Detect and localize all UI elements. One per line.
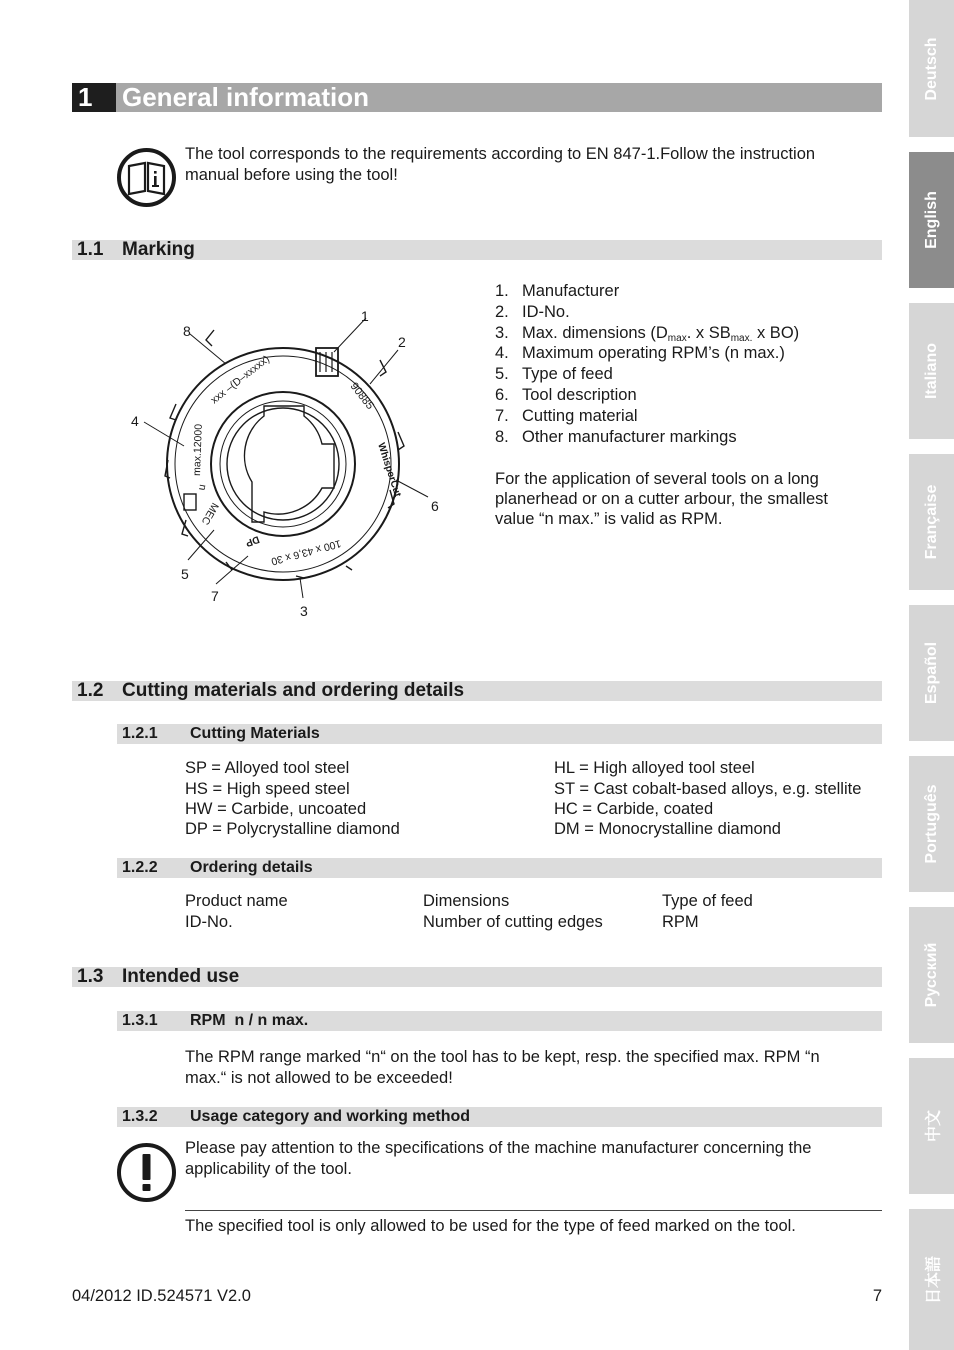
tab-label: Español xyxy=(922,641,940,705)
tab-japanese[interactable] xyxy=(909,1209,954,1350)
usage-text-line-1: Please pay attention to the specifications of the machine manufacturer concerning the xyxy=(185,1139,812,1157)
read-manual-icon xyxy=(116,147,177,208)
material-item: HW = Carbide, uncoated xyxy=(185,800,367,818)
section-number: 1 xyxy=(72,83,116,112)
material-item: HS = High speed steel xyxy=(185,780,350,798)
warning-icon xyxy=(116,1142,177,1203)
callout-8: 8 xyxy=(183,323,191,339)
list-item: 2. ID-No. xyxy=(495,302,570,321)
rpm-text-line-2: max.“ is not allowed to be exceeded! xyxy=(185,1069,453,1087)
ordering-item: RPM xyxy=(662,913,699,931)
tab-label: Русский xyxy=(922,942,940,1008)
tab-italiano[interactable] xyxy=(909,303,954,439)
footer-doc-id: 04/2012 ID.524571 V2.0 xyxy=(72,1287,251,1305)
callout-7: 7 xyxy=(211,588,219,604)
material-item: SP = Alloyed tool steel xyxy=(185,759,350,777)
section-title: Usage category and working method xyxy=(190,1108,471,1125)
ordering-item: ID-No. xyxy=(185,913,233,931)
tool-marking-diagram xyxy=(120,295,460,625)
list-item: 5. Type of feed xyxy=(495,365,613,384)
callout-3: 3 xyxy=(300,603,308,619)
list-item: 4. Maximum operating RPM’s (n max.) xyxy=(495,344,785,363)
section-number: 1.3 xyxy=(77,966,104,987)
usage-text-line-2: applicability of the tool. xyxy=(185,1160,352,1178)
tab-russian[interactable] xyxy=(909,907,954,1043)
section-title: Cutting materials and ordering details xyxy=(122,680,465,701)
divider xyxy=(185,1210,882,1211)
tab-label: Deutsch xyxy=(922,36,940,101)
ordering-item: Number of cutting edges xyxy=(423,913,603,931)
marking-note-line: For the application of several tools on a long xyxy=(495,470,819,488)
marking-text-5: MEC xyxy=(198,500,221,527)
ordering-item: Type of feed xyxy=(662,892,753,910)
tab-label: 中文 xyxy=(925,1109,942,1143)
section-title: Intended use xyxy=(122,966,240,987)
marking-text-2: 90885 xyxy=(347,380,376,412)
tab-espanol[interactable] xyxy=(909,605,954,741)
tab-label: Italiano xyxy=(922,342,940,400)
material-item: HL = High alloyed tool steel xyxy=(554,759,755,777)
tab-francaise[interactable] xyxy=(909,454,954,590)
callout-6: 6 xyxy=(431,498,439,514)
section-number: 1.2 xyxy=(77,680,104,701)
list-item: 8. Other manufacturer markings xyxy=(495,427,737,446)
tab-label: English xyxy=(922,191,940,249)
ordering-item: Dimensions xyxy=(423,892,510,910)
tab-label: Português xyxy=(922,784,940,864)
ordering-item: Product name xyxy=(185,892,288,910)
tab-deutsch[interactable] xyxy=(909,0,954,137)
callout-1: 1 xyxy=(361,308,369,324)
section-number: 1.2.2 xyxy=(122,859,158,876)
tab-chinese[interactable] xyxy=(909,1058,954,1194)
section-title: Ordering details xyxy=(190,859,313,876)
intro-line-1: The tool corresponds to the requirements according to EN 847-1.Follow the instruction xyxy=(185,145,816,163)
material-item: DP = Polycrystalline diamond xyxy=(185,820,400,838)
page-number: 7 xyxy=(872,1287,882,1305)
tab-label: 日本語 xyxy=(925,1255,942,1304)
marking-text-6: WhisperCut xyxy=(375,441,403,499)
marking-text-4b: max.12000 xyxy=(191,423,205,477)
callout-5: 5 xyxy=(181,566,189,582)
section-title: Cutting Materials xyxy=(190,725,320,742)
marking-text-8: xxx –(D–xxxxx) xyxy=(208,353,272,407)
section-number: 1.3.1 xyxy=(122,1012,158,1029)
marking-text-3: 100 x 43,6 x 30 xyxy=(269,537,343,568)
rpm-text-line-1: The RPM range marked “n“ on the tool has to be kept, resp. the specified max. RPM “n xyxy=(185,1048,820,1066)
tab-portugues[interactable] xyxy=(909,756,954,892)
tab-label: Française xyxy=(922,484,940,560)
material-item: ST = Cast cobalt-based alloys, e.g. stellite xyxy=(554,780,862,798)
list-item: 3. Max. dimensions ($D_{max}$. x $SB_{max.}$ x BO) xyxy=(495,323,800,344)
section-title: RPM n / n max. xyxy=(190,1012,309,1029)
section-title: General information xyxy=(122,82,370,112)
list-item: 1. Manufacturer xyxy=(495,282,620,300)
tab-english[interactable] xyxy=(909,152,954,288)
list-item: 7. Cutting material xyxy=(495,406,638,425)
list-item: 6. Tool description xyxy=(495,385,637,404)
marking-text-4a: n xyxy=(196,483,209,492)
section-title: Marking xyxy=(122,239,195,260)
section-number: 1.1 xyxy=(77,239,104,260)
callout-4: 4 xyxy=(131,413,139,429)
intro-line-2: manual before using the tool! xyxy=(185,166,398,184)
feed-text: The specified tool is only allowed to be used for the type of feed marked on the tool. xyxy=(185,1217,796,1235)
section-number: 1.2.1 xyxy=(122,725,158,742)
marking-list xyxy=(495,281,799,447)
marking-note-line: planerhead or on a cutter arbour, the smallest xyxy=(495,490,828,508)
marking-text-7: DP xyxy=(243,533,261,549)
section-number: 1.3.2 xyxy=(122,1108,158,1125)
marking-note-line: value “n max.” is valid as RPM. xyxy=(495,510,723,528)
callout-2: 2 xyxy=(398,334,406,350)
material-item: DM = Monocrystalline diamond xyxy=(554,820,781,838)
material-item: HC = Carbide, coated xyxy=(554,800,714,818)
